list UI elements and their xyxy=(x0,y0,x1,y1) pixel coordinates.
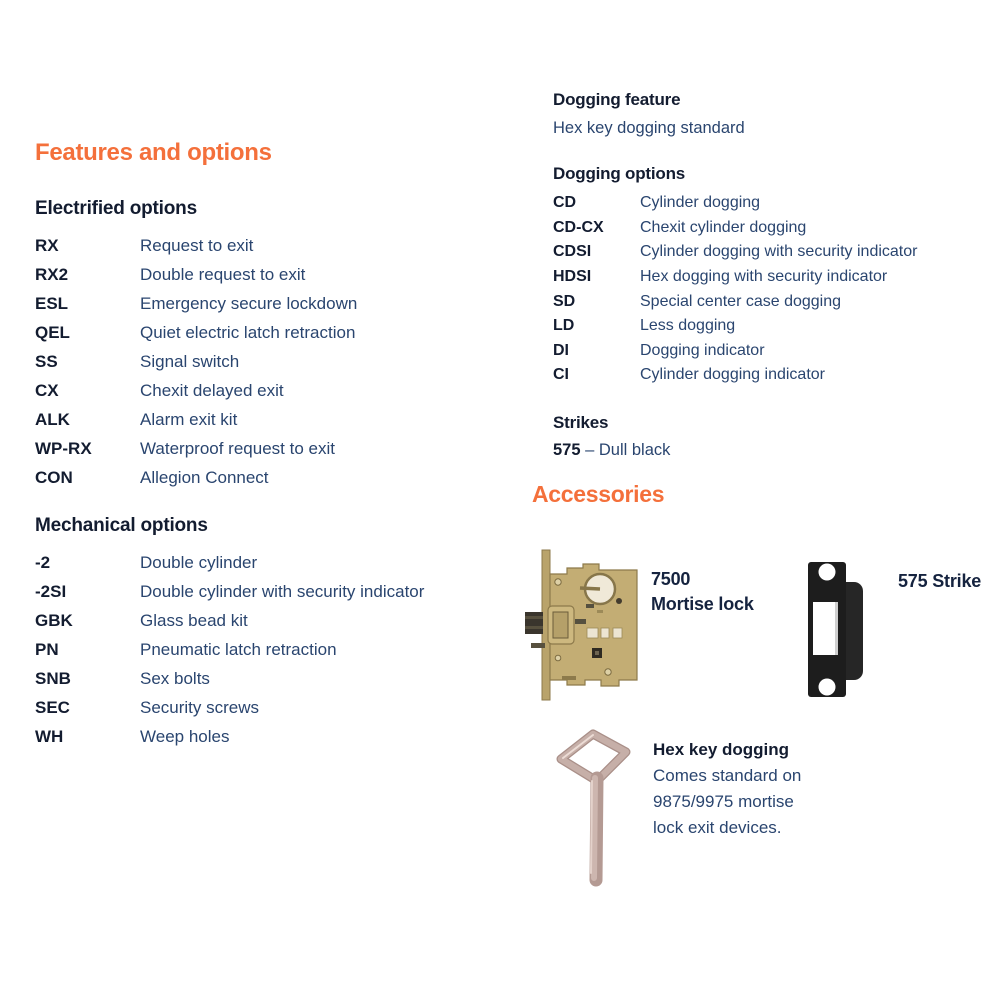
option-desc: Hex dogging with security indicator xyxy=(640,268,888,286)
option-row xyxy=(35,635,424,664)
option-code: DI xyxy=(553,341,569,359)
hex-key-caption-line: 9875/9975 mortise xyxy=(653,792,794,811)
option-row xyxy=(553,191,917,216)
option-row xyxy=(35,463,357,492)
option-code: SEC xyxy=(35,697,70,717)
option-desc: Emergency secure lockdown xyxy=(140,293,358,313)
strike-575-line xyxy=(553,441,670,460)
option-row xyxy=(553,289,917,314)
electrified-list xyxy=(35,231,357,492)
mortise-lock-label-line1: 7500 xyxy=(651,569,691,589)
option-desc: Double cylinder xyxy=(140,552,258,572)
option-code: RX2 xyxy=(35,264,69,284)
option-row xyxy=(35,664,424,693)
strikes-title: Strikes xyxy=(553,413,609,432)
option-code: ESL xyxy=(35,293,69,313)
strike-575-label: 575 Strike xyxy=(898,571,982,591)
electrified-title: Electrified options xyxy=(35,198,197,219)
accessories-heading: Accessories xyxy=(532,481,665,507)
option-desc: Weep holes xyxy=(140,726,230,746)
strike-575-image xyxy=(805,558,867,703)
option-code: HDSI xyxy=(553,268,592,286)
mechanical-list xyxy=(35,548,424,751)
features-heading: Features and options xyxy=(35,139,272,166)
option-code: CDSI xyxy=(553,243,592,261)
section-electrified xyxy=(35,198,357,492)
option-code: WH xyxy=(35,726,64,746)
option-desc: Dogging indicator xyxy=(640,341,765,359)
option-row xyxy=(35,318,357,347)
option-row xyxy=(35,231,357,260)
option-code: PN xyxy=(35,639,59,659)
dogging-feature-text: Hex key dogging standard xyxy=(553,119,745,137)
option-desc: Cylinder dogging indicator xyxy=(640,366,825,384)
option-code: -2SI xyxy=(35,581,67,601)
option-desc: Request to exit xyxy=(140,235,254,255)
option-code: CI xyxy=(553,366,569,384)
option-row xyxy=(35,548,424,577)
option-row xyxy=(553,339,917,364)
option-desc: Alarm exit kit xyxy=(140,409,238,429)
option-desc: Pneumatic latch retraction xyxy=(140,639,337,659)
section-mechanical xyxy=(35,515,424,751)
option-row xyxy=(35,577,424,606)
option-code: LD xyxy=(553,317,575,335)
option-row xyxy=(35,434,357,463)
mortise-lock-image xyxy=(523,540,645,702)
mortise-lock-label-line2: Mortise lock xyxy=(651,594,754,614)
option-row xyxy=(553,314,917,339)
option-desc: Chexit delayed exit xyxy=(140,380,284,400)
option-desc: Cylinder dogging xyxy=(640,194,761,212)
option-desc: Cylinder dogging with security indicator xyxy=(640,243,918,261)
option-desc: Sex bolts xyxy=(140,668,210,688)
option-desc: Special center case dogging xyxy=(640,292,842,310)
option-desc: Waterproof request to exit xyxy=(140,438,335,458)
option-code: CD-CX xyxy=(553,218,604,236)
hex-key-caption xyxy=(653,737,801,841)
option-code: GBK xyxy=(35,610,73,630)
option-desc: Security screws xyxy=(140,697,260,717)
option-code: -2 xyxy=(35,552,51,572)
section-dogging-options xyxy=(553,164,917,388)
strike-desc: – Dull black xyxy=(580,441,671,459)
option-row xyxy=(35,606,424,635)
option-code: CX xyxy=(35,380,59,400)
option-code: RX xyxy=(35,235,59,255)
option-row xyxy=(35,347,357,376)
dogging-options-title: Dogging options xyxy=(553,164,686,183)
option-desc: Glass bead kit xyxy=(140,610,248,630)
option-desc: Less dogging xyxy=(640,317,736,335)
mortise-lock-label xyxy=(651,567,754,617)
option-row xyxy=(35,693,424,722)
dogging-options-list xyxy=(553,191,917,388)
option-row xyxy=(553,240,917,265)
option-desc: Signal switch xyxy=(140,351,240,371)
strike-code: 575 xyxy=(553,441,581,459)
section-strikes xyxy=(553,413,670,460)
hex-key-caption-line: lock exit devices. xyxy=(653,818,782,837)
option-code: WP-RX xyxy=(35,438,92,458)
option-code: SD xyxy=(553,292,576,310)
option-code: QEL xyxy=(35,322,70,342)
mechanical-title: Mechanical options xyxy=(35,515,208,536)
option-row xyxy=(553,216,917,241)
option-code: CD xyxy=(553,194,577,212)
option-desc: Allegion Connect xyxy=(140,467,269,487)
option-desc: Chexit cylinder dogging xyxy=(640,218,807,236)
option-code: SNB xyxy=(35,668,71,688)
option-desc: Double cylinder with security indicator xyxy=(140,581,425,601)
option-row xyxy=(35,376,357,405)
section-dogging-feature xyxy=(553,90,745,138)
option-row xyxy=(35,722,424,751)
option-row xyxy=(35,405,357,434)
hex-key-caption-title: Hex key dogging xyxy=(653,740,790,759)
option-row xyxy=(35,260,357,289)
option-code: ALK xyxy=(35,409,70,429)
option-desc: Quiet electric latch retraction xyxy=(140,322,356,342)
option-code: SS xyxy=(35,351,58,371)
option-row xyxy=(553,265,917,290)
hex-key-image xyxy=(550,723,642,888)
option-code: CON xyxy=(35,467,73,487)
dogging-feature-title: Dogging feature xyxy=(553,90,681,109)
hex-key-caption-line: Comes standard on xyxy=(653,766,802,785)
option-row xyxy=(35,289,357,318)
option-row xyxy=(553,363,917,388)
option-desc: Double request to exit xyxy=(140,264,306,284)
